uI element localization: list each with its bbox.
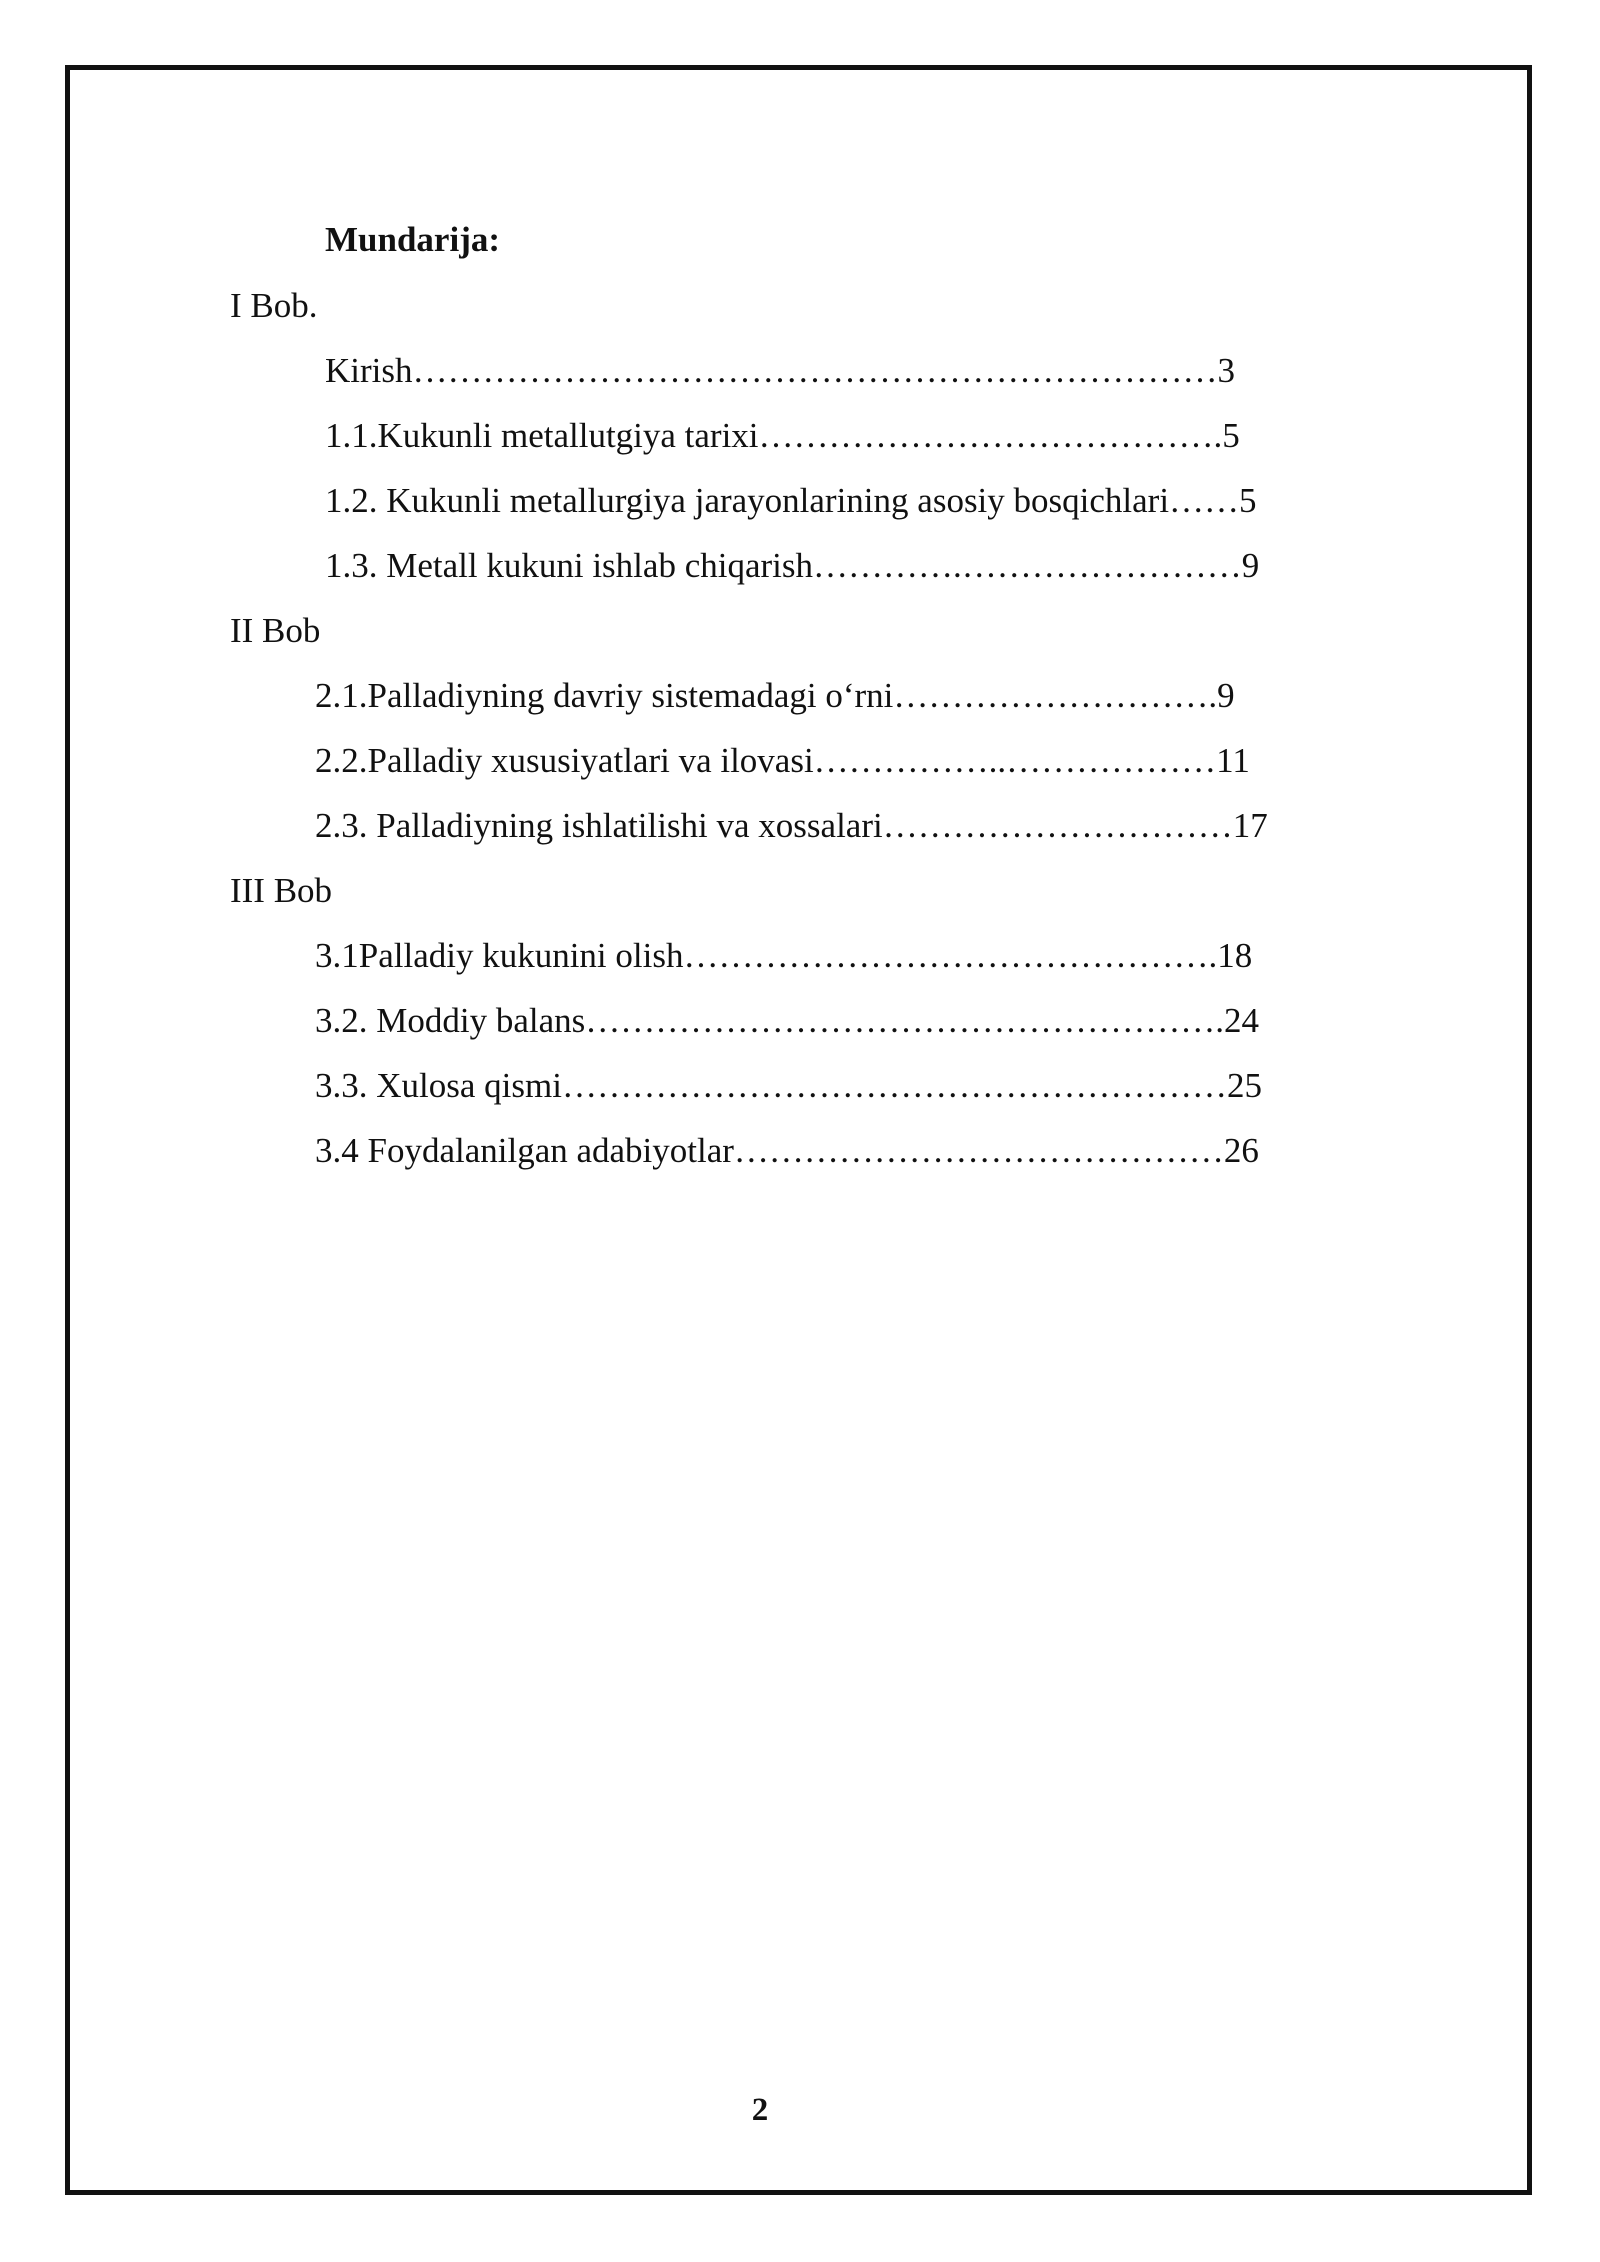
toc-entry-text: 3.1Palladiy kukunini olish……………………………………….18 (315, 936, 1253, 975)
toc-entry-1-1[interactable] (0, 414, 1600, 479)
chapter-2-label: II Bob (230, 611, 321, 650)
toc-entry-text: 2.2.Palladiy xususiyatlari va ilovasi……………..………………11 (315, 741, 1250, 780)
toc-entry-3-4[interactable] (0, 1129, 1600, 1194)
toc-entry-text: 2.3. Palladiyning ishlatilishi va xossalari…………………………17 (315, 806, 1268, 845)
toc-entry-text: 1.1.Kukunli metallutgiya tarixi………………………………….5 (325, 416, 1240, 455)
toc-heading: Mundarija: (325, 220, 500, 259)
chapter-1-heading (0, 284, 1600, 349)
chapter-3-heading (0, 869, 1600, 934)
chapter-3-label: III Bob (230, 871, 333, 910)
toc-entry-3-2[interactable] (0, 999, 1600, 1064)
toc-entry-2-3[interactable] (0, 804, 1600, 869)
toc-entry-text: 1.3. Metall kukuni ishlab chiqarish………….……………………9 (325, 546, 1260, 585)
toc-entry-text: 3.3. Xulosa qismi…………………………………………………25 (315, 1066, 1262, 1105)
toc-entry-2-1[interactable] (0, 674, 1600, 739)
page-number: 2 (751, 2092, 769, 2128)
toc-entry-1-2[interactable] (0, 479, 1600, 544)
toc-entry-3-3[interactable] (0, 1064, 1600, 1129)
toc-entry-text: 3.4 Foydalanilgan adabiyotlar……………………………………26 (315, 1131, 1259, 1170)
toc-entry-kirish[interactable] (0, 349, 1600, 414)
toc-entry-text: Kirish……………………………………………………………3 (325, 351, 1235, 390)
chapter-1-label: I Bob. (230, 286, 318, 325)
table-of-contents (0, 284, 1600, 1194)
toc-entry-text: 2.1.Palladiyning davriy sistemadagi o‘rni……………………….9 (315, 676, 1235, 715)
chapter-2-heading (0, 609, 1600, 674)
toc-entry-text: 1.2. Kukunli metallurgiya jarayonlarining asosiy bosqichlari……5 (325, 481, 1257, 520)
toc-entry-2-2[interactable] (0, 739, 1600, 804)
toc-entry-1-3[interactable] (0, 544, 1600, 609)
toc-entry-3-1[interactable] (0, 934, 1600, 999)
toc-entry-text: 3.2. Moddiy balans……………………………………………….24 (315, 1001, 1260, 1040)
